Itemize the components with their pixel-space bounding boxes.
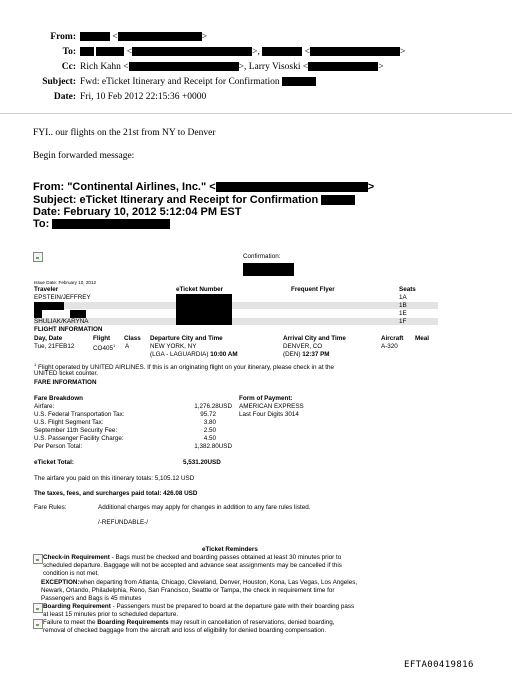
col-flight: Flight [93,335,111,342]
fare-rules-label: Fare Rules: [34,504,67,511]
failure-line-1: Failure to meet the Boarding Requirements may result in cancellation of reservations, denied boarding, [43,619,335,626]
arr-airport-time: (DEN) 12:37 PM [283,351,330,358]
broken-image-icon [33,603,43,613]
fare-label: U.S. Flight Segment Tax: [34,419,104,426]
date-value: Fri, 10 Feb 2012 22:15:36 +0000 [80,92,207,102]
col-meal: Meal [415,335,429,342]
fw-date: Date: February 10, 2012 5:12:04 PM EST [33,206,242,218]
checkin-line-1: Check-in Requirement - Bags must be checked and boarding passes obtained at least 30 minutes prior to [43,554,342,561]
redaction [216,182,368,192]
redaction [96,47,124,56]
redaction [80,47,94,56]
fare-breakdown-heading: Fare Breakdown [34,395,83,402]
fw-subject: Subject: eTicket Itinerary and Receipt for Confirmation [33,194,355,206]
failure-line-2: removal of checked baggage from the aircraft and loss of eligibility for denied boarding compensation. [43,627,327,634]
redaction [52,219,170,229]
checkin-line-3: condition is not met. [43,570,100,577]
redaction [70,310,86,318]
payment-heading: Form of Payment: [239,395,293,402]
redaction [132,47,252,56]
fare-rules-text: Additional charges may apply for changes in addition to any fare rules listed. [98,504,311,511]
fare-label: U.S. Federal Transportation Tax: [34,411,125,418]
broken-image-icon [33,252,43,262]
col-day-date: Day, Date [34,335,63,342]
reminders-title: eTicket Reminders [202,546,258,553]
seat: 1F [399,318,407,325]
col-departure: Departure City and Time [150,335,223,342]
broken-image-icon [33,619,43,629]
taxes-paid: The taxes, fees, and surcharges paid total: 426.08 USD [34,490,198,497]
redaction [262,47,302,56]
fare-info-heading: FARE INFORMATION [34,379,97,386]
payment-digits: Last Four Digits 3014 [239,411,299,418]
redaction [34,302,64,310]
redaction [176,294,232,325]
fare-label: September 11th Security Fee: [34,427,118,434]
exception-line-3: Passengers and Bags is 45 minutes [41,595,142,602]
fare-label: Airfare: [34,403,55,410]
from-value: < > [80,32,207,42]
fare-label: Per Person Total: [34,443,83,450]
seat: 1E [399,310,407,317]
seat: 1A [399,294,407,301]
eticket-total-value: 5,531.20USD [183,459,221,466]
fare-label: U.S. Passenger Facility Charge: [34,435,124,442]
issue-date: Issue Date: February 10, 2012 [34,280,97,285]
airfare-paid: The airfare you paid on this itinerary totals: 5,105.12 USD [34,475,195,482]
aircraft: A-320 [381,343,398,350]
fare-value: 4.50 [203,435,216,442]
exception-line-2: Newark, Orlando, Philadelphia, Reno, San Francisco, Seattle or Tampa, the check in requirement time for [41,587,335,594]
traveler-name: EPSTEIN/JEFFREY [34,294,91,301]
date-label: Date: [53,92,76,102]
eticket-total-label: eTicket Total: [34,459,75,466]
boarding-line-1: Boarding Requirement - Passengers must be prepared to board at the departure gate with their boarding pass [43,603,355,610]
col-aircraft: Aircraft [381,335,404,342]
header-divider [0,113,512,114]
row-shade [34,318,438,325]
checkin-line-2: scheduled departure. Baggage will not be accepted and advance seat assignments may be cancelled if this [43,562,342,569]
operated-note: $^1$ Flight operated by UNITED AIRLINES. If this is an originating flight on your itinerary, please check in at the [34,362,334,372]
row-shade [34,302,438,309]
traveler-name: SHULIAK/KARYNA [34,318,89,325]
forwarded-label: Begin forwarded message: [33,151,135,161]
col-traveler: Traveler [34,286,59,293]
col-frequent-flyer: Frequent Flyer [291,286,335,293]
redaction [34,310,42,318]
arr-city: DENVER, CO [283,343,323,350]
to-value: < >, < > [80,47,405,57]
flight-class: A [125,343,130,350]
col-seats: Seats [399,286,416,293]
to-label: To: [62,47,76,57]
cc-value: Rich Kahn < >, Larry Visoski < > [80,62,384,72]
fare-value: 3.80 [203,419,216,426]
redaction [308,62,378,71]
exception-line-1: EXCEPTION:when departing from Atlanta, Chicago, Cleveland, Denver, Houston, Kona, Las Vegas, Los Angeles, [41,579,358,586]
from-label: From: [50,32,76,42]
redaction [321,195,355,205]
fare-value: 95.72 [200,411,216,418]
flight-day-date: Tue, 21FEB12 [34,343,75,350]
fare-value: 1,276.28USD [194,403,232,410]
subject-value: Fwd: eTicket Itinerary and Receipt for Confirmation [80,77,316,87]
document-id: EFTA00419816 [404,660,474,670]
dep-airport-time: (LGA - LAGUARDIA) 10:00 AM [150,351,238,358]
col-class: Class [124,335,141,342]
broken-image-icon [33,554,43,564]
redaction [310,47,400,56]
payment-method: AMERICAN EXPRESS [239,403,304,410]
flight-number: $CO405^1$ [93,343,116,353]
redaction [129,62,239,71]
col-eticket: eTicket Number [176,286,224,293]
flight-info-heading: FLIGHT INFORMATION [34,326,103,333]
note-text: FYI.. our flights on the 21st from NY to Denver [33,128,216,138]
confirmation-label: Confirmation: [243,253,281,260]
operated-note-2: UNITED ticket counter. [34,370,99,377]
redaction [282,77,316,86]
seat: 1B [399,302,407,309]
fw-from: From: "Continental Airlines, Inc." < > [33,181,375,193]
dep-city: NEW YORK, NY [150,343,197,350]
subject-label: Subject: [42,77,76,87]
redaction [80,32,110,41]
col-arrival: Arrival City and Time [283,335,346,342]
fare-value: 2.50 [203,427,216,434]
redaction [118,32,202,41]
fare-value: 1,382.80USD [194,443,232,450]
redaction [243,263,294,276]
refundable: /-REFUNDABLE-/ [98,519,149,526]
fw-to: To: [33,218,170,230]
boarding-line-2: at least 15 minutes prior to scheduled departure. [43,611,179,618]
cc-label: Cc: [61,62,76,72]
